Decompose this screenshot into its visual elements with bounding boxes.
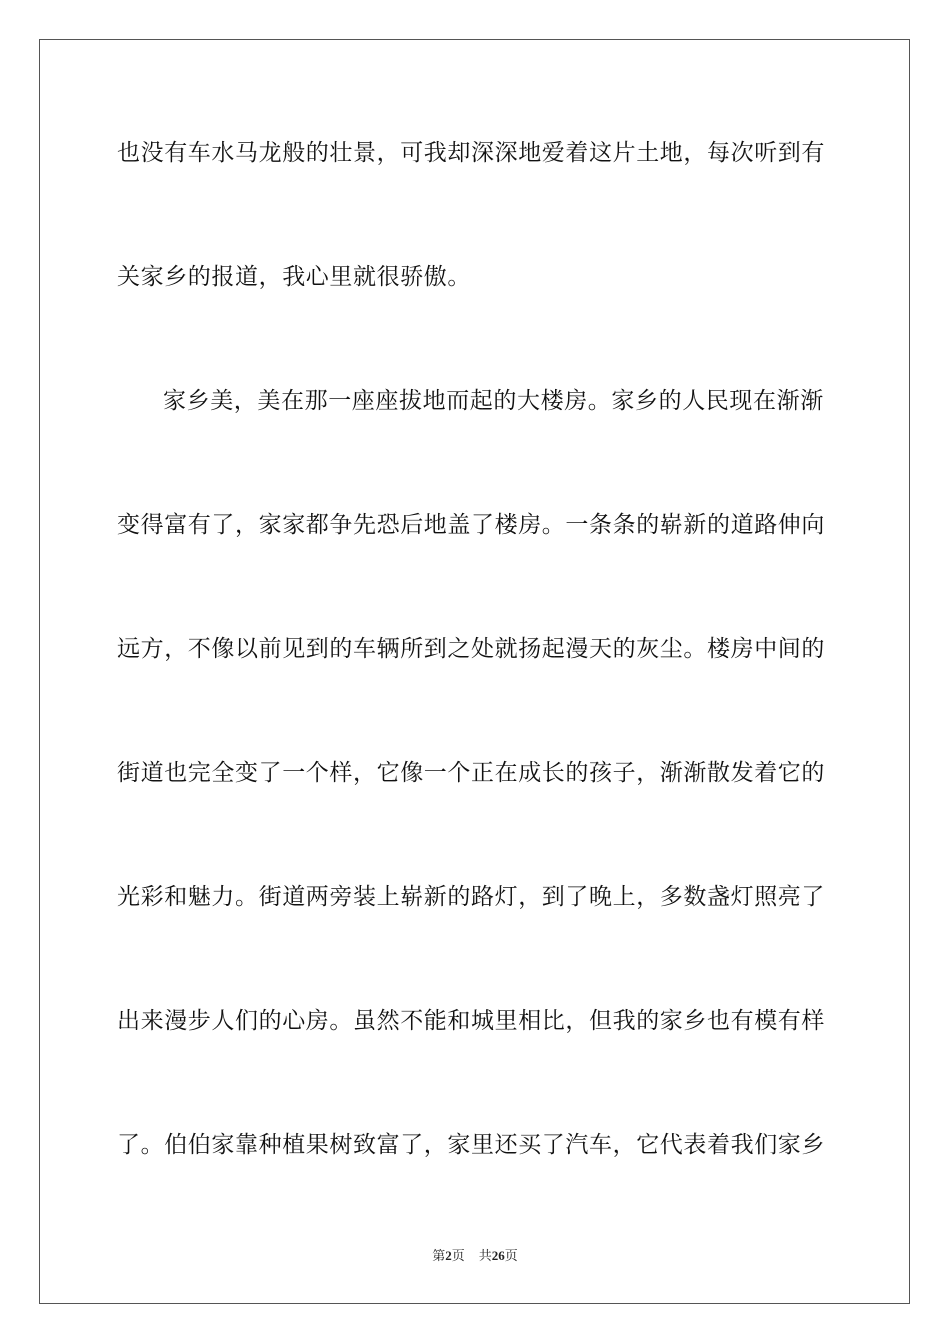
- text-line-4: 变得富有了，家家都争先恐后地盖了楼房。一条条的崭新的道路伸向: [117, 512, 825, 538]
- text-line-8: 出来漫步人们的心房。虽然不能和城里相比，但我的家乡也有模有样: [117, 1008, 825, 1034]
- text-line-5: 远方，不像以前见到的车辆所到之处就扬起漫天的灰尘。楼房中间的: [117, 636, 825, 662]
- text-line-2: 关家乡的报道，我心里就很骄傲。: [117, 264, 471, 290]
- page-number-prefix: 第: [432, 1249, 446, 1264]
- page-frame: [39, 39, 910, 1304]
- total-pages-suffix: 页: [504, 1249, 518, 1264]
- text-line-6: 街道也完全变了一个样，它像一个正在成长的孩子，渐渐散发着它的: [117, 760, 825, 786]
- text-line-1: 也没有车水马龙般的壮景，可我却深深地爱着这片土地，每次听到有: [117, 140, 825, 166]
- page-footer: [0, 1248, 950, 1265]
- text-line-3: 家乡美，美在那一座座拔地而起的大楼房。家乡的人民现在渐渐: [163, 388, 824, 414]
- total-pages: 26: [491, 1248, 505, 1263]
- text-line-7: 光彩和魅力。街道两旁装上崭新的路灯，到了晚上，多数盏灯照亮了: [117, 884, 825, 910]
- total-pages-prefix: 共: [478, 1249, 492, 1264]
- page-number: 2: [445, 1248, 452, 1263]
- text-line-9: 了。伯伯家靠种植果树致富了，家里还买了汽车，它代表着我们家乡: [117, 1132, 825, 1158]
- page-number-suffix: 页: [451, 1249, 465, 1264]
